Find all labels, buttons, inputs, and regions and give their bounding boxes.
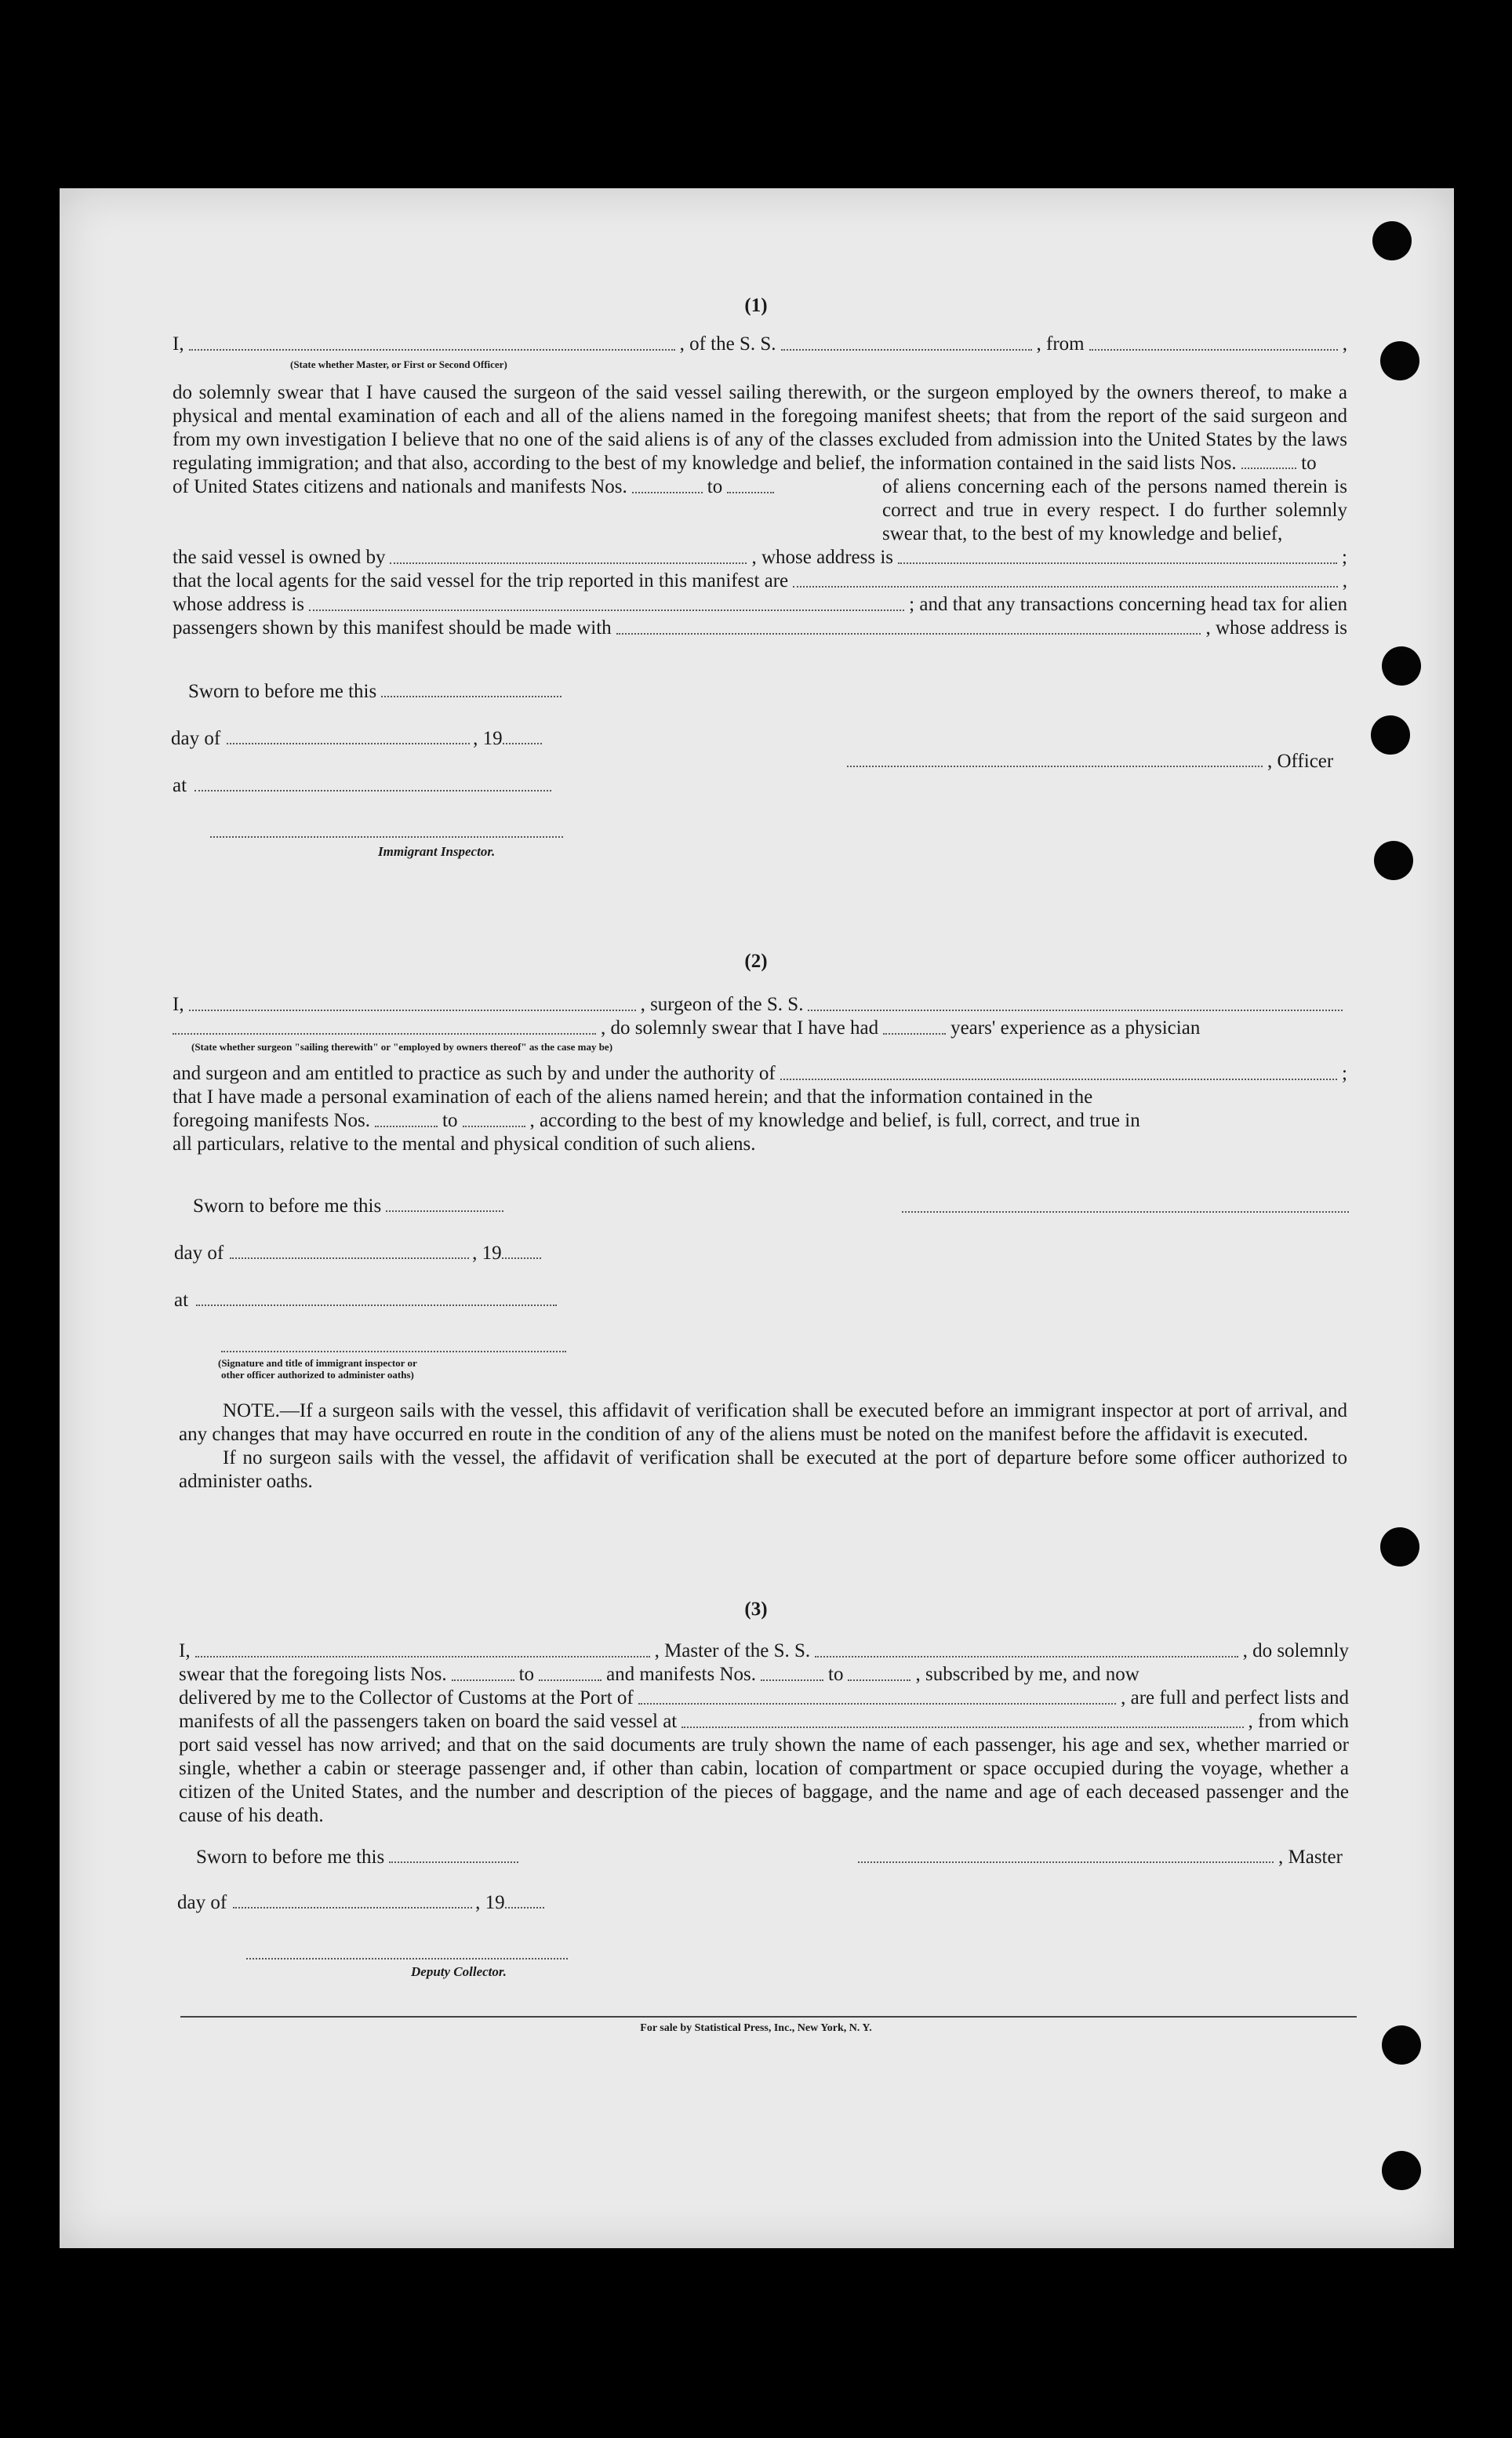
punch-hole [1371,715,1410,755]
sec2-subtitle: (State whether surgeon "sailing therewith" or "employed by owners thereof" as the case may be) [191,1041,613,1053]
press-imprint: For sale by Statistical Press, Inc., New York, N. Y. [640,2022,872,2034]
sec2-sworn-label: Sworn to before me this [193,1195,382,1217]
sec1-sworn-label: Sworn to before me this [188,681,377,702]
section-3-number: (3) [744,1599,768,1620]
sec1-subtitle: (State whether Master, or First or Second Officer) [290,358,507,370]
section-2: I, , surgeon of the S. S. , do solemnly swear that I have had years' experience as a physician (State whether surgeon "sailing therewith" or "employed by owners thereof" as the case may be) and surgeon and am entitled to practice as such by and under the authority of ; that I have made a personal examination of each of the aliens named herein; and that the information contained in the foregoing manifests Nos. to , according to the best of my knowledge and belief, is full, correct, and true in all particulars, relative to the mental and physical condition of such aliens. [173,994,1347,1155]
note-block [179,1399,1347,1494]
sec3-master-label: , Master [1278,1847,1343,1868]
punch-hole [1374,841,1413,880]
sec3-dayof-label: day of [177,1892,227,1913]
section-3: I, , Master of the S. S. , do solemnly swear that the foregoing lists Nos. to and manifests Nos. to , subscribed by me, and now delivered by me to the Collector of Customs at the Port of , are full and perfect lists and manifests of all the passengers taken on board the said vessel at , from which port said vessel has now arrived; and that on the said documents are truly shown the name of each passenger, his age and sex, whether married or single, whether a cabin or steerage passenger and, if other than cabin, location of compartment or space occupied during the voyage, whether a citizen of the United States, and the number and description of the pieces of baggage, and the name and age of each deceased passenger and the cause of his death. [179,1640,1349,1826]
section-1: I, , of the S. S. , from , (State whether Master, or First or Second Officer) do solemnly swear that I have caused the surgeon of the said vessel sailing therewith, or the surgeon employed by the owners thereof, to make a physical and mental examination of each and all of the aliens named in the foregoing manifest sheets; that from the report of the said surgeon and from my own investigation I believe that no one of the said aliens is of any of the classes excluded from admission into the United States by the laws regulating immigration; and that also, according to the best of my knowledge and belief, the information contained in the said lists Nos. to of United States citizens and nationals and manifests Nos. to of aliens concerning each of the persons named therein is correct and true in every respect. I do further solemnly swear that, to the best of my knowledge and belief, the said vessel is owned by , whose address is ; that the local agents for the said vessel for the trip reported in this manifest are , whose address is ; and that any transactions concerning head tax for alien passengers shown by this manifest should be made with , whose address is [173,333,1347,639]
sec2-dayof-label: day of [174,1243,224,1264]
sec1-inspector-label: Immigrant Inspector. [378,844,496,859]
sec3-oath-text: port said vessel has now arrived; and that on the said documents are truly shown the name of each passenger, his age and sex, whether married or single, whether a cabin or steerage passenger and, if other than cabin, location of compartment or space occupied during the voyage, whether a citizen of the United States, and the number and description of the pieces of baggage, and the name and age of each deceased passenger and the cause of his death. [179,1734,1349,1826]
punch-hole [1380,1527,1419,1567]
sec2-signature-note-1: (Signature and title of immigrant inspector or [218,1357,417,1369]
sec1-officer-label: , Officer [1267,751,1334,772]
note-paragraph-1: NOTE.—If a surgeon sails with the vessel, this affidavit of verification shall be executed before an immigrant inspector at port of arrival, and any changes that may have occurred en route in the condition of any of the aliens must be noted on the manifest before the affidavit is executed. [179,1400,1347,1445]
sec1-at-label: at [173,775,187,796]
punch-hole [1382,646,1421,686]
sec1-dayof-label: day of [171,728,221,749]
sec1-oath-text: do solemnly swear that I have caused the surgeon of the said vessel sailing therewith, or the surgeon employed by the owners thereof, to make a physical and mental examination of each and all of the aliens named in the foregoing manifest sheets; that from the report of the said surgeon and from my own investigation I believe that no one of the said aliens is of any of the classes excluded from admission into the United States by the laws regulating immigration; and that also, according to the best of my knowledge and belief, the information contained in the said lists Nos. [173,382,1347,474]
section-1-number: (1) [744,295,768,316]
punch-hole [1382,2151,1421,2190]
punch-hole [1380,341,1419,380]
note-paragraph-2: If no surgeon sails with the vessel, the affidavit of verification shall be executed at the port of departure before some officer authorized to administer oaths. [179,1447,1347,1492]
sec2-at-label: at [174,1290,189,1311]
punch-hole [1372,221,1412,260]
section-2-number: (2) [744,951,768,972]
sec3-sworn-label: Sworn to before me this [196,1847,385,1868]
footer-rule [180,2016,1357,2018]
sec3-deputy-label: Deputy Collector. [411,1964,507,1979]
sec2-signature-note-2: other officer authorized to administer oaths) [221,1369,414,1381]
